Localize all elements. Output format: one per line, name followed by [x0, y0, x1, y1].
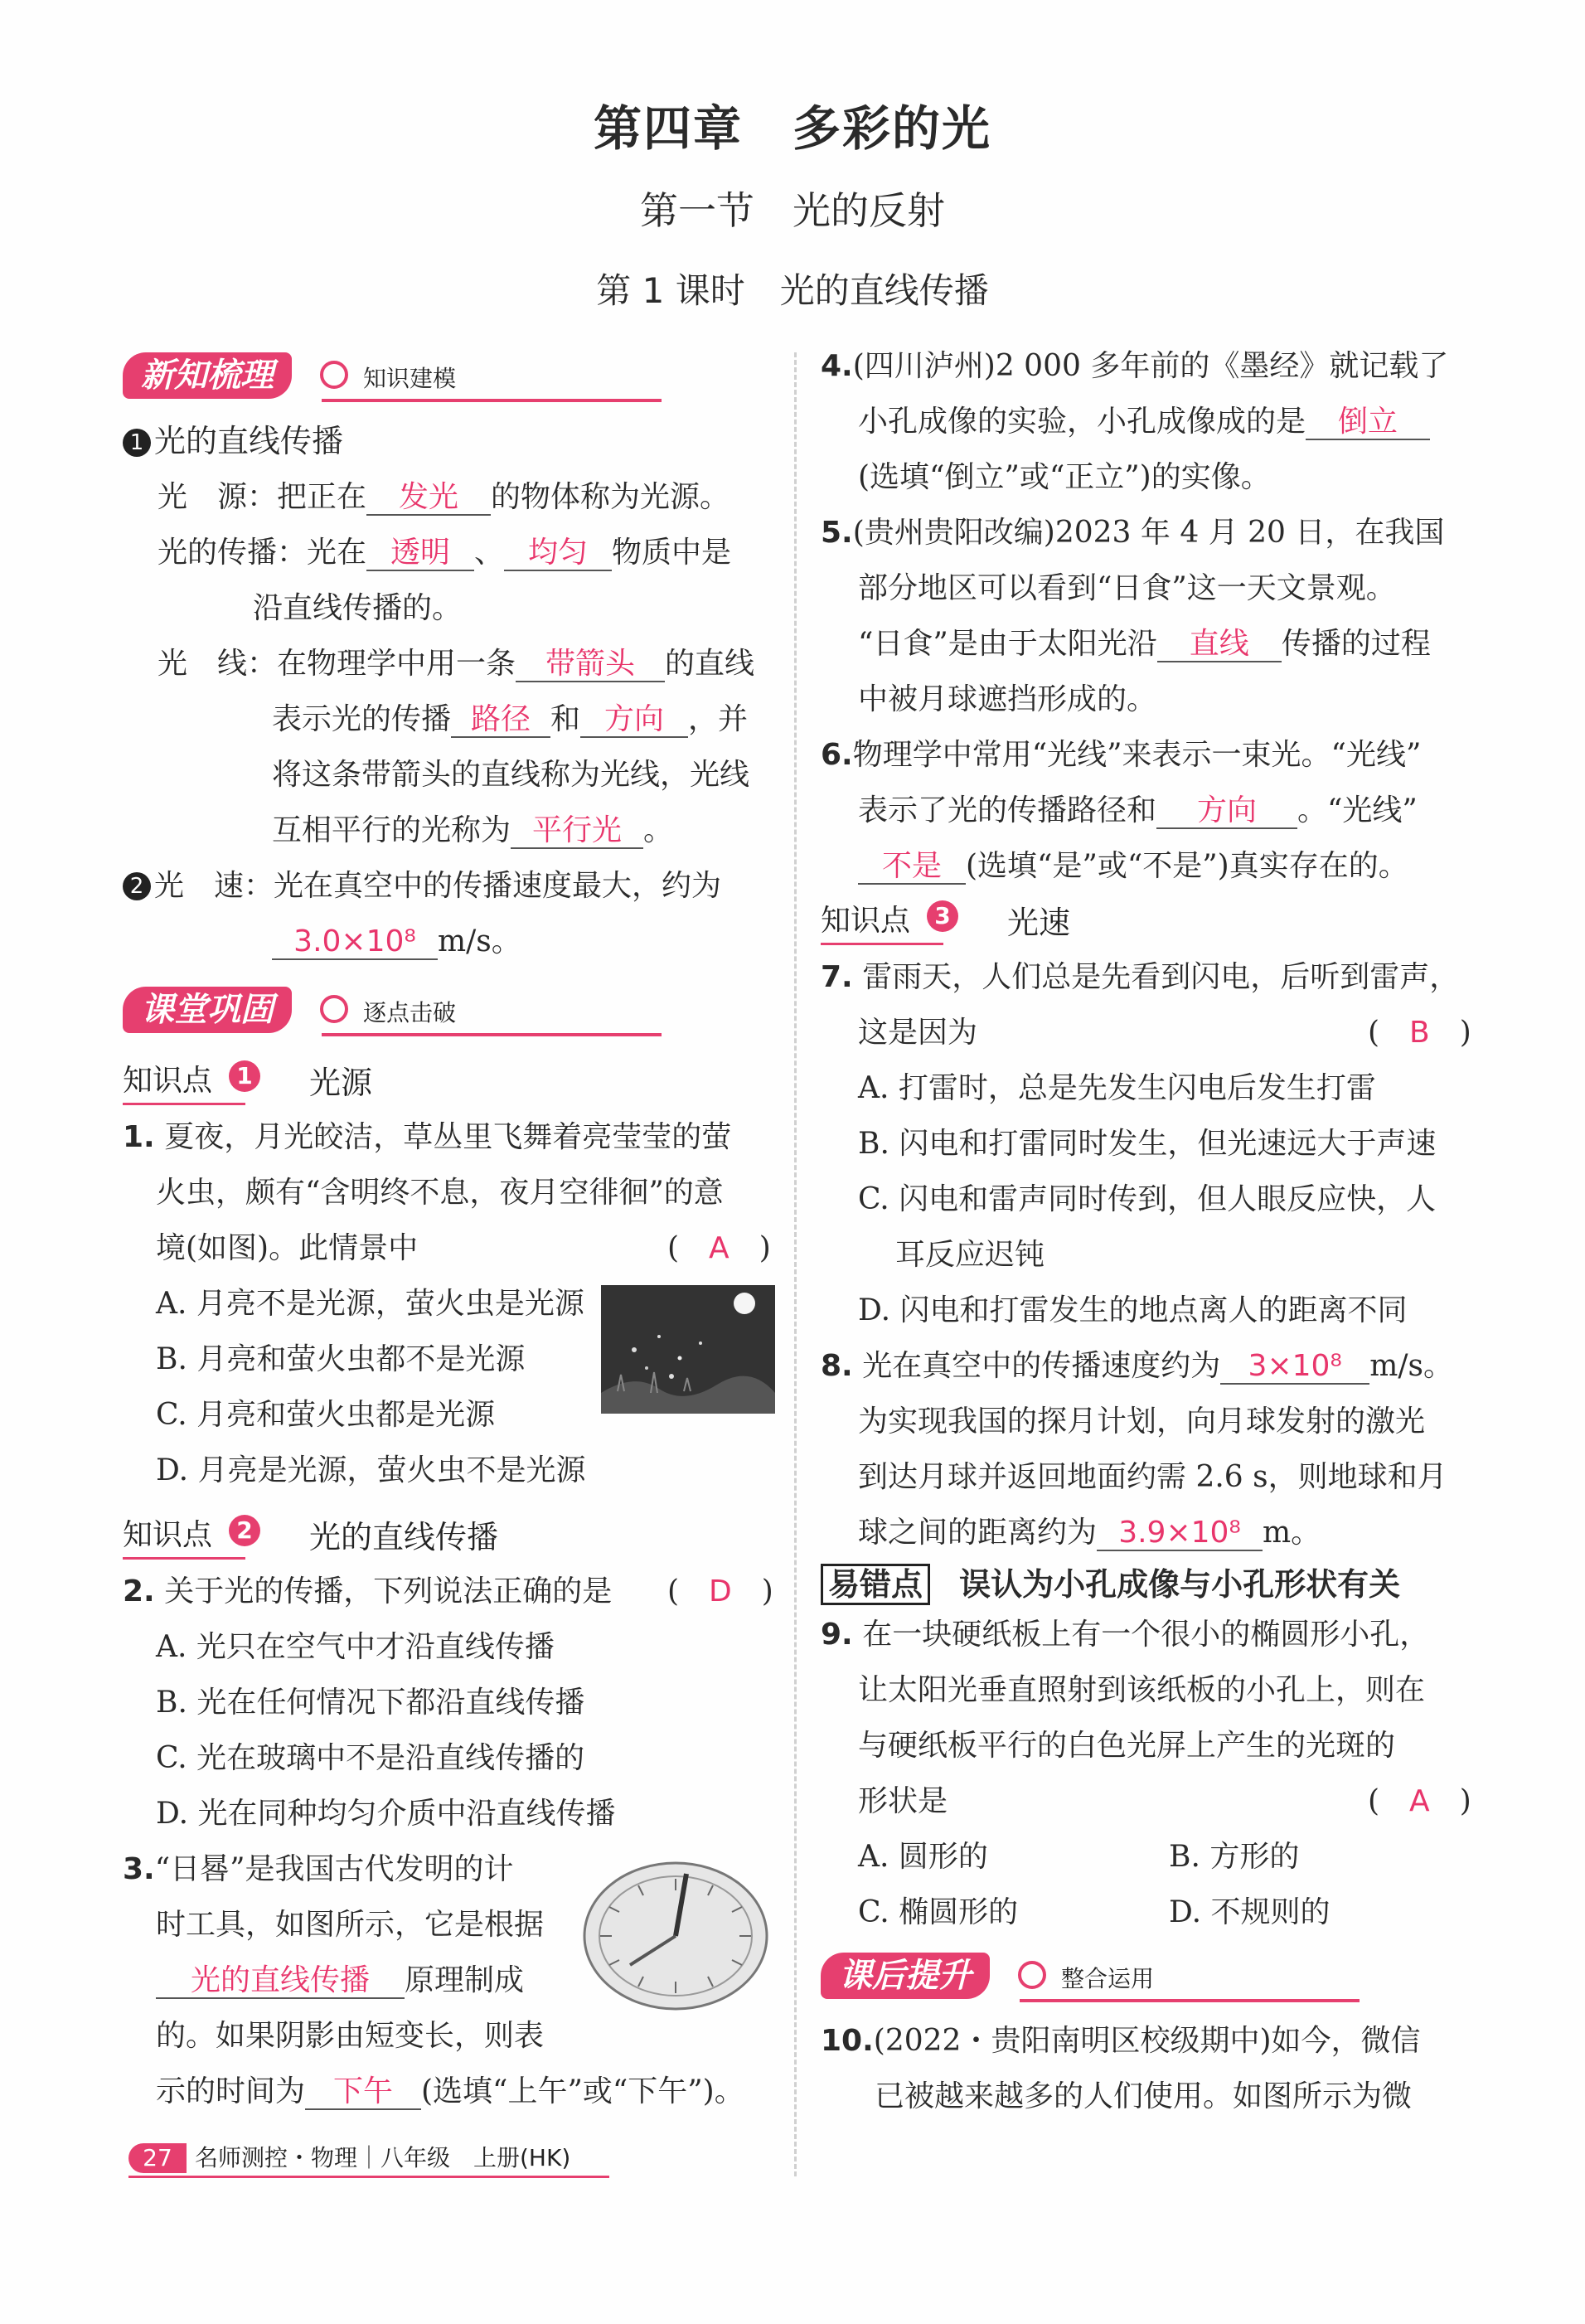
ray-line-4: [272, 813, 673, 849]
q3-line-1: [123, 1851, 514, 1888]
knowledge-point-2: [123, 1511, 537, 1553]
q9-option-c: C. 椭圆形的: [858, 1895, 1019, 1929]
text: 物质中是: [612, 536, 732, 570]
q7-option-b: B. 闪电和打雷同时发生，但光速远大于声速: [858, 1127, 1437, 1161]
text: (四川泸州)2 000 多年前的《墨经》就记载了: [852, 349, 1449, 383]
propagation-line: [158, 535, 731, 571]
footer-book-title: 名师测控・物理｜八年级 上册(HK): [195, 2144, 571, 2171]
q8-line-3: 到达月球并返回地面约需 2.6 s，则地球和月: [858, 1460, 1447, 1494]
q1-answer: ( A ): [667, 1231, 771, 1265]
question-number: 10.: [821, 2024, 874, 2058]
bullet-1: 1: [123, 429, 151, 457]
text: m。: [1263, 1516, 1321, 1550]
q2-option-d: D. 光在同种均匀介质中沿直线传播: [156, 1797, 616, 1831]
q6-line-3: [858, 848, 1408, 885]
text: (选填“上午”或“下午”)。: [421, 2074, 744, 2108]
answer-blank: 直线: [1157, 628, 1282, 662]
q3-line-2: 时工具，如图所示，它是根据: [156, 1908, 545, 1942]
error-point-title: 误认为小孔成像与小孔形状有关: [959, 1566, 1401, 1603]
q8-line-4: [858, 1515, 1321, 1551]
ray-line-2: [272, 701, 748, 738]
q1-option-a: A. 月亮不是光源，萤火虫是光源: [156, 1287, 584, 1321]
banner-kehou-label: 课后提升: [821, 1953, 990, 1999]
q9-line-2: 让太阳光垂直照射到该纸板的小孔上，则在: [858, 1673, 1426, 1707]
text: 光在真空中的传播速度约为: [862, 1349, 1221, 1383]
text: 球之间的距离约为: [858, 1516, 1098, 1550]
kp-title: 光的直线传播: [309, 1519, 499, 1555]
question-number: 5.: [821, 516, 853, 550]
text: “日晷”是我国古代发明的计: [154, 1852, 514, 1886]
q7-option-c: C. 闪电和雷声同时传到，但人眼反应快，人: [858, 1182, 1437, 1216]
text: 在一块硬纸板上有一个很小的椭圆形小孔，: [862, 1618, 1430, 1652]
question-number: 4.: [821, 349, 853, 383]
banner-xinzhi-sub: 知识建模: [363, 365, 457, 392]
q8-line-2: 为实现我国的探月计划，向月球发射的激光: [858, 1405, 1426, 1439]
answer-blank: 带箭头: [516, 648, 665, 682]
kp-title: 光速: [1007, 905, 1071, 941]
bullet-2: 2: [123, 872, 151, 900]
ray-line-1: [158, 646, 754, 682]
q2-line-1: [123, 1574, 612, 1610]
column-divider: [794, 352, 797, 2176]
q9-line-3: 与硬纸板平行的白色光屏上产生的光斑的: [858, 1729, 1396, 1763]
banner-xinzhi-label: 新知梳理: [123, 352, 292, 399]
text: “日食”是由于太阳光沿: [858, 627, 1157, 661]
lesson-title: 第 1 课时 光的直线传播: [596, 270, 989, 311]
knowledge-point-1: [123, 1057, 454, 1099]
answer-blank: 3×10⁸: [1220, 1350, 1369, 1385]
text: 雷雨天，人们总是先看到闪电，后听到雷声，: [862, 960, 1460, 994]
q5-line-1: [821, 515, 1444, 551]
q7-option-c-cont: 耳反应迟钝: [895, 1238, 1045, 1272]
q8-line-1: [821, 1348, 1453, 1385]
ray-line-3: 将这条带箭头的直线称为光线，光线: [272, 758, 750, 792]
knowledge-item-1: [123, 423, 343, 459]
text: 的物体称为光源。: [491, 480, 730, 514]
question-number: 1.: [123, 1120, 155, 1154]
footer-underline: [128, 2176, 609, 2178]
answer-blank: 光的直线传播: [156, 1964, 405, 1999]
question-number: 9.: [821, 1618, 853, 1652]
q2-option-c: C. 光在玻璃中不是沿直线传播的: [156, 1741, 585, 1775]
banner-underline: [1020, 1999, 1360, 2002]
chapter-title: 第四章 多彩的光: [593, 100, 991, 157]
label: 光的传播：: [158, 536, 308, 570]
question-number: 7.: [821, 960, 853, 994]
section-title: 第一节 光的反射: [640, 188, 945, 233]
q7-line-2: 这是因为: [858, 1016, 978, 1050]
firefly-night-photo: [601, 1285, 775, 1414]
text: m/s。: [438, 924, 521, 958]
label: 光 线：: [158, 647, 278, 681]
banner-underline: [322, 399, 662, 402]
error-point: [821, 1559, 1400, 1604]
speed-line: [123, 868, 721, 905]
q1-line-1: [123, 1119, 731, 1156]
q3-line-4: 的。如果阴影由短变长，则表: [156, 2019, 545, 2053]
knowledge-point-3: [821, 897, 1152, 939]
text: 传播的过程: [1281, 627, 1431, 661]
q4-line-1: [821, 348, 1448, 385]
text: 关于光的传播，下列说法正确的是: [164, 1574, 613, 1608]
banner-ketang-label: 课堂巩固: [123, 987, 292, 1033]
text: 小孔成像的实验，小孔成像成的是: [858, 405, 1306, 439]
q9-answer: ( A ): [1368, 1784, 1471, 1818]
q10-line-2: 已被越来越多的人们使用。如图所示为微: [875, 2079, 1413, 2113]
kp-tag: 知识点: [123, 1057, 245, 1105]
answer-blank: 路径: [451, 703, 550, 738]
answer-blank: 倒立: [1306, 405, 1430, 440]
answer-blank: 发光: [366, 481, 491, 516]
text: (2022・贵阳南明区校级期中)如今，微信: [873, 2024, 1421, 2058]
propagation-line-2: 沿直线传播的。: [253, 591, 463, 625]
answer-blank: 方向: [580, 703, 688, 738]
magnifier-icon: [320, 361, 348, 389]
banner-underline: [322, 1033, 662, 1036]
q1-line-3: 境(如图)。此情景中: [156, 1231, 419, 1265]
q4-line-2: [858, 404, 1430, 440]
sundial-svg: [580, 1857, 771, 2015]
text: ，并: [688, 702, 749, 736]
q1-option-b: B. 月亮和萤火虫都不是光源: [156, 1342, 526, 1376]
text: 表示光的传播: [272, 702, 452, 736]
target-icon: [320, 995, 348, 1023]
label: 光 速：: [154, 869, 274, 903]
answer-blank: 均匀: [504, 536, 612, 571]
speed-line-2: [272, 924, 521, 960]
answer-blank: 透明: [366, 536, 474, 571]
question-number: 2.: [123, 1574, 155, 1608]
text: 光在: [307, 536, 367, 570]
kp-number: 2: [229, 1515, 260, 1546]
question-number: 6.: [821, 738, 853, 772]
banner-ketang-sub: 逐点击破: [363, 999, 457, 1026]
q9-line-1: [821, 1617, 1429, 1653]
text: 把正在: [277, 480, 367, 514]
answer-blank: 平行光: [511, 814, 643, 849]
q2-option-b: B. 光在任何情况下都沿直线传播: [156, 1686, 585, 1720]
knowledge-item-1-title: 光的直线传播: [154, 423, 344, 459]
banner-kehou: [821, 1953, 1360, 2006]
text: 物理学中常用“光线”来表示一束光。“光线”: [852, 738, 1422, 772]
text: 、: [474, 536, 505, 570]
text: 。: [643, 813, 674, 847]
answer-blank: 3.9×10⁸: [1097, 1516, 1263, 1551]
kp-number: 1: [229, 1060, 260, 1092]
rocket-icon: [1018, 1961, 1046, 1989]
q9-line-4: 形状是: [858, 1784, 948, 1818]
text: 表示了光的传播路径和: [858, 793, 1157, 827]
answer-choice: D: [709, 1574, 732, 1608]
q7-answer: ( B ): [1368, 1016, 1471, 1050]
kp-tag: 知识点: [123, 1511, 245, 1560]
q6-line-2: [858, 793, 1418, 829]
error-point-tag: 易错点: [821, 1564, 930, 1605]
q3-line-5: [156, 2074, 744, 2110]
q1-line-2: 火虫，颇有“含明终不息，夜月空徘徊”的意: [156, 1176, 724, 1210]
text: 光在真空中的传播速度最大，约为: [274, 869, 722, 903]
question-number: 3.: [123, 1852, 155, 1886]
q4-line-3: (选填“倒立”或“正立”)的实像。: [858, 460, 1271, 494]
q3-line-3: [156, 1963, 524, 1999]
banner-ketang: [123, 987, 662, 1040]
label: 光 源：: [158, 480, 278, 514]
text: 在物理学中用一条: [277, 647, 516, 681]
q1-option-c: C. 月亮和萤火虫都是光源: [156, 1398, 496, 1432]
text: (选填“是”或“不是”)真实存在的。: [966, 849, 1408, 883]
answer-choice: A: [1409, 1784, 1430, 1818]
text: 夏夜，月光皎洁，草丛里飞舞着亮莹莹的萤: [164, 1120, 732, 1154]
q9-option-a: A. 圆形的: [858, 1840, 988, 1874]
answer-blank: 不是: [858, 850, 966, 885]
text: 的直线: [665, 647, 755, 681]
answer-blank: 方向: [1156, 794, 1297, 829]
q7-option-a: A. 打雷时，总是先发生闪电后发生打雷: [858, 1071, 1376, 1105]
kp-tag: 知识点: [821, 897, 943, 945]
q5-line-3: [858, 626, 1431, 662]
firefly-scene-svg: [601, 1285, 775, 1414]
kp-number: 3: [927, 900, 958, 932]
banner-kehou-sub: 整合运用: [1061, 1965, 1155, 1992]
q9-option-b: B. 方形的: [1169, 1840, 1300, 1874]
answer-choice: A: [709, 1231, 729, 1265]
page-number: 27: [128, 2143, 187, 2173]
light-source-line: [158, 479, 729, 516]
q10-line-1: [821, 2023, 1421, 2060]
text: 互相平行的光称为: [272, 813, 511, 847]
q6-line-1: [821, 737, 1421, 774]
text: 原理制成: [405, 1963, 525, 1997]
q5-line-4: 中被月球遮挡形成的。: [858, 682, 1157, 716]
banner-xinzhi: [123, 352, 662, 405]
text: 示的时间为: [156, 2074, 306, 2108]
question-number: 8.: [821, 1349, 853, 1383]
text: (贵州贵阳改编)2023 年 4 月 20 日，在我国: [852, 516, 1445, 550]
q5-line-2: 部分地区可以看到“日食”这一天文景观。: [858, 571, 1396, 605]
sundial-image: [580, 1857, 771, 2015]
answer-blank: 3.0×10⁸: [272, 925, 438, 960]
answer-choice: B: [1409, 1016, 1430, 1050]
kp-title: 光源: [309, 1065, 373, 1101]
q2-option-a: A. 光只在空气中才沿直线传播: [156, 1630, 555, 1664]
q7-line-1: [821, 959, 1459, 996]
q9-option-d: D. 不规则的: [1169, 1895, 1331, 1929]
text: 和: [550, 702, 581, 736]
q2-answer: ( D ): [667, 1574, 773, 1608]
text: 。“光线”: [1297, 793, 1418, 827]
text: m/s。: [1369, 1349, 1453, 1383]
q1-option-d: D. 月亮是光源，萤火虫不是光源: [156, 1453, 586, 1487]
answer-blank: 下午: [305, 2075, 421, 2110]
q7-option-d: D. 闪电和打雷发生的地点离人的距离不同: [858, 1293, 1408, 1327]
